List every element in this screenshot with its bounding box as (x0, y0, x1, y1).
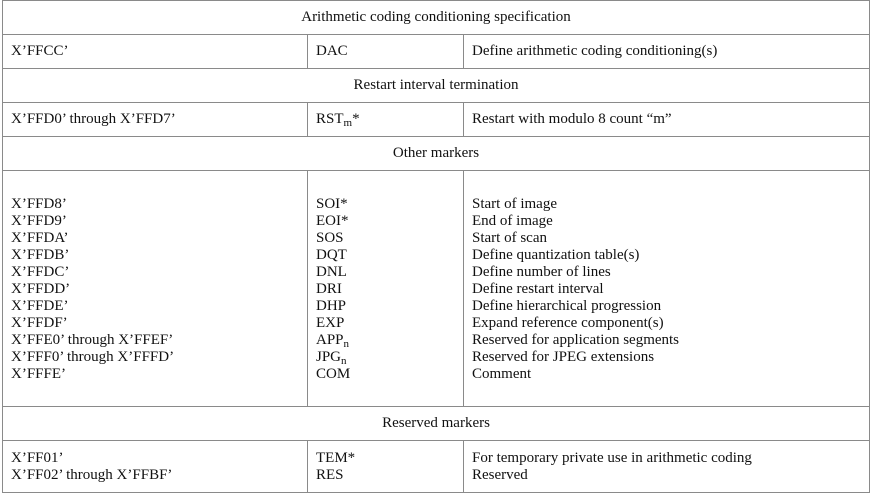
description-entry (472, 281, 869, 298)
column-symbol-cell (308, 441, 464, 493)
section-header-row (3, 407, 870, 441)
code-entry (11, 247, 307, 264)
symbol-text: DRI (316, 280, 342, 297)
code-text: X’FFDE’ (11, 297, 69, 314)
code-entry (11, 111, 307, 128)
marker-table-body (3, 1, 870, 493)
symbol-text: SOI* (316, 195, 348, 212)
symbol-subscript: n (343, 337, 350, 350)
symbol-entry (316, 111, 463, 128)
code-entry (11, 315, 307, 332)
description-text: End of image (472, 212, 553, 229)
code-text: X’FFDB’ (11, 246, 70, 263)
symbol-entry (316, 281, 463, 298)
symbol-entry (316, 366, 463, 383)
column-description-cell (464, 171, 870, 407)
code-text: X’FFDD’ (11, 280, 71, 297)
description-text: Define number of lines (472, 263, 611, 280)
column-code-cell (3, 171, 308, 407)
symbol-text: JPG (316, 348, 342, 365)
description-text: For temporary private use in arithmetic coding (472, 450, 752, 466)
symbol-entry (316, 467, 463, 484)
symbol-text: SOS (316, 229, 344, 246)
description-entry (472, 196, 869, 213)
description-entry (472, 450, 869, 467)
description-text: Reserved for application segments (472, 331, 680, 348)
column-symbol-cell (308, 103, 464, 137)
symbol-asterisk: * (352, 111, 360, 127)
code-text: X’FFDA’ (11, 229, 69, 246)
code-entry (11, 366, 307, 383)
code-text: X’FFD0’ through X’FFD7’ (11, 111, 176, 127)
symbol-text: DAC (316, 43, 348, 59)
symbol-subscript: n (341, 354, 347, 367)
description-entry (472, 298, 869, 315)
section-header-row (3, 137, 870, 171)
code-entry (11, 196, 307, 213)
description-text: Define quantization table(s) (472, 246, 640, 263)
description-text: Start of scan (472, 229, 547, 246)
description-text: Restart with modulo 8 count “m” (472, 111, 672, 127)
description-entry (472, 264, 869, 281)
symbol-text: DHP (316, 297, 347, 314)
marker-code-table (2, 0, 870, 493)
symbol-entry (316, 247, 463, 264)
section-title: Restart interval termination (3, 69, 870, 103)
symbol-entry (316, 43, 463, 60)
symbol-text: APP (316, 331, 344, 348)
code-text: X’FFCC’ (11, 43, 69, 59)
description-entry (472, 247, 869, 264)
section-header-row (3, 69, 870, 103)
section-header-row (3, 1, 870, 35)
symbol-entry (316, 264, 463, 281)
column-symbol-cell (308, 35, 464, 69)
symbol-text: EOI* (316, 212, 349, 229)
column-description-cell (464, 35, 870, 69)
column-description-cell (464, 103, 870, 137)
code-entry (11, 264, 307, 281)
section-title: Reserved markers (3, 407, 870, 441)
code-text: X’FFFE’ (11, 365, 67, 382)
code-entry (11, 332, 307, 349)
section-title: Other markers (3, 137, 870, 171)
description-text: Start of image (472, 195, 557, 212)
symbol-entry (316, 349, 463, 366)
symbol-text: COM (316, 365, 351, 382)
description-entry (472, 315, 869, 332)
column-code-cell (3, 103, 308, 137)
description-entry (472, 213, 869, 230)
code-text: X’FFDF’ (11, 314, 68, 331)
code-entry (11, 230, 307, 247)
description-entry (472, 349, 869, 366)
description-entry (472, 366, 869, 383)
symbol-entry (316, 298, 463, 315)
symbol-text: RES (316, 467, 344, 483)
code-text: X’FFF0’ through X’FFFD’ (11, 348, 175, 365)
code-entry (11, 450, 307, 467)
code-text: X’FFD9’ (11, 212, 67, 229)
section-body-row (3, 35, 870, 69)
symbol-entry (316, 230, 463, 247)
code-entry (11, 281, 307, 298)
symbol-text: DNL (316, 263, 347, 280)
symbol-entry (316, 196, 463, 213)
symbol-subscript: m (343, 117, 353, 129)
section-body-row (3, 103, 870, 137)
code-text: X’FFE0’ through X’FFEF’ (11, 331, 174, 348)
code-entry (11, 43, 307, 60)
symbol-entry (316, 213, 463, 230)
code-entry (11, 467, 307, 484)
description-entry (472, 111, 869, 128)
symbol-text: DQT (316, 246, 347, 263)
code-text: X’FFD8’ (11, 195, 67, 212)
column-code-cell (3, 35, 308, 69)
section-body-row (3, 171, 870, 407)
section-body-row (3, 441, 870, 493)
symbol-entry (316, 450, 463, 467)
description-text: Reserved for JPEG extensions (472, 348, 655, 365)
symbol-text: TEM* (316, 450, 356, 466)
symbol-text: RST (316, 111, 344, 127)
code-entry (11, 349, 307, 366)
column-code-cell (3, 441, 308, 493)
description-entry (472, 43, 869, 60)
description-text: Define hierarchical progression (472, 297, 662, 314)
column-description-cell (464, 441, 870, 493)
code-text: X’FF01’ (11, 450, 64, 466)
column-symbol-cell (308, 171, 464, 407)
code-entry (11, 298, 307, 315)
description-text: Reserved (472, 467, 528, 483)
description-text: Expand reference component(s) (472, 314, 664, 331)
description-entry (472, 230, 869, 247)
description-text: Define restart interval (472, 280, 604, 297)
code-text: X’FFDC’ (11, 263, 70, 280)
symbol-entry (316, 332, 463, 349)
description-text: Comment (472, 365, 532, 382)
description-entry (472, 332, 869, 349)
symbol-entry (316, 315, 463, 332)
symbol-text: EXP (316, 314, 345, 331)
code-entry (11, 213, 307, 230)
description-entry (472, 467, 869, 484)
code-text: X’FF02’ through X’FFBF’ (11, 467, 173, 483)
description-text: Define arithmetic coding conditioning(s) (472, 43, 718, 59)
section-title: Arithmetic coding conditioning specification (3, 1, 870, 35)
